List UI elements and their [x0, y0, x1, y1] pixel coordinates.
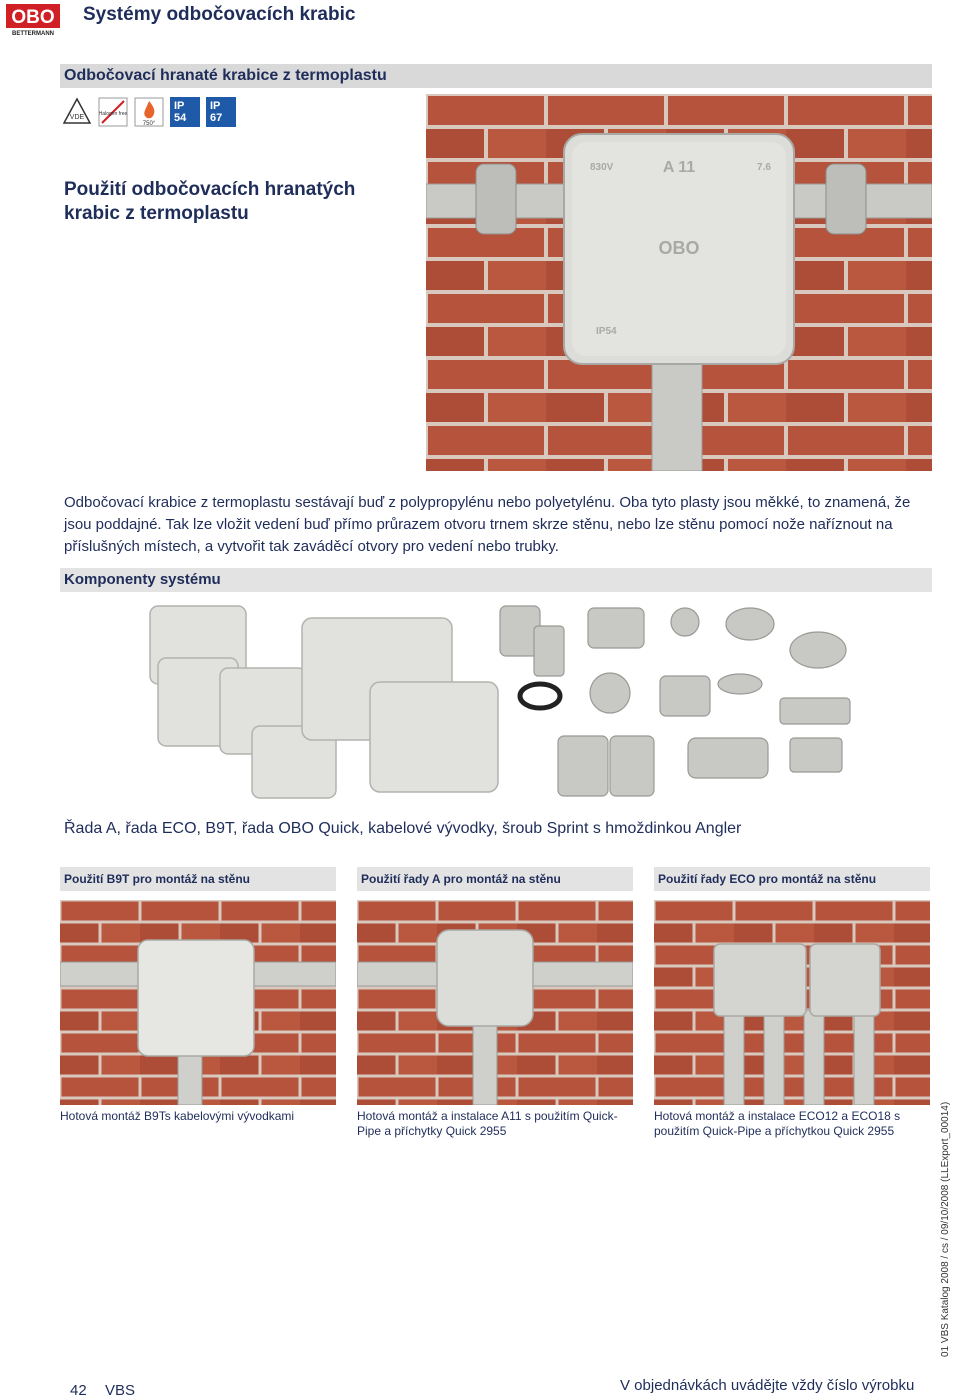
logo-text: OBO [11, 7, 55, 28]
thumb-caption-b9t: Hotová montáž B9Ts kabelovými vývodkami [60, 1109, 295, 1123]
svg-text:Halogen free: Halogen free [98, 111, 128, 117]
hero-label-model: A 11 [662, 159, 696, 176]
hero-label-size: 7.6 [757, 162, 771, 173]
components-title-bar [60, 568, 932, 592]
thumb-caption-eco: Hotová montáž a instalace ECO12 a ECO18 s použitím Quick-Pipe a příchytkou Quick 2955 [654, 1109, 901, 1138]
hero-label-ip: IP54 [596, 326, 617, 337]
components-caption: Řada A, řada ECO, B9T, řada OBO Quick, kabelové vývodky, šroub Sprint s hmoždinkou Angler [64, 820, 742, 837]
column-title-bar-b9t [60, 867, 336, 891]
b9t-installation-photo [60, 900, 336, 1105]
main-heading: Použití odbočovacích hranatých krabic z termoplastu [64, 179, 356, 224]
flame-750-icon [134, 97, 164, 127]
halogen-free-icon [98, 97, 128, 127]
column-title: Použití řady ECO pro montáž na stěnu [658, 872, 877, 886]
hero-junction-box-photo [426, 94, 932, 471]
obo-logo [6, 4, 60, 36]
ip67-icon: IP 67 [206, 97, 236, 127]
section-title-bar [60, 64, 932, 88]
logo-subtext: BETTERMANN [12, 31, 54, 36]
section-title: Odbočovací hranaté krabice z termoplastu [64, 67, 387, 84]
page-header-title: Systémy odbočovacích krabic [83, 4, 356, 25]
catalog-export-note: 01 VBS Katalog 2008 / cs / 09/10/2008 (LLExport_00014) [940, 1101, 951, 1357]
column-title-bar-a [357, 867, 633, 891]
hero-label-voltage: 830V [590, 162, 614, 173]
certification-icons [62, 97, 236, 127]
column-title: Použití řady A pro montáž na stěnu [361, 872, 561, 886]
svg-text:750°: 750° [142, 121, 156, 127]
ip54-icon: IP 54 [170, 97, 200, 127]
page-number: 42 [70, 1382, 87, 1399]
column-title: Použití B9T pro montáž na stěnu [64, 872, 251, 886]
components-title: Komponenty systému [64, 571, 221, 588]
footer-order-note: V objednávkách uvádějte vždy číslo výrobku [620, 1377, 915, 1394]
system-components-photo [140, 598, 852, 808]
column-title-bar-eco [654, 867, 930, 891]
svg-text:VDE: VDE [69, 114, 85, 121]
thumb-caption-a: Hotová montáž a instalace A11 s použitím Quick-Pipe a příchytky Quick 2955 [357, 1109, 618, 1138]
intro-paragraph: Odbočovací krabice z termoplastu sestávají buď z polypropylénu nebo polyetylénu. Oba tyto plasty jsou měkké, to znamená, že jsou poddajné. Tak lze vložit vedení buď přímo průrazem otvoru trnem skrze stěnu, nebo lze stěnu pomocí nože naříznout na příslušných místech, a vytvořit tak zaváděcí otvory pro vedení nebo trubky. [64, 494, 911, 555]
footer-section-label: VBS [105, 1382, 136, 1399]
vde-mark-icon [62, 97, 92, 127]
hero-label-brand: OBO [658, 238, 700, 258]
eco-installation-photo [654, 900, 930, 1105]
a11-installation-photo [357, 900, 633, 1105]
